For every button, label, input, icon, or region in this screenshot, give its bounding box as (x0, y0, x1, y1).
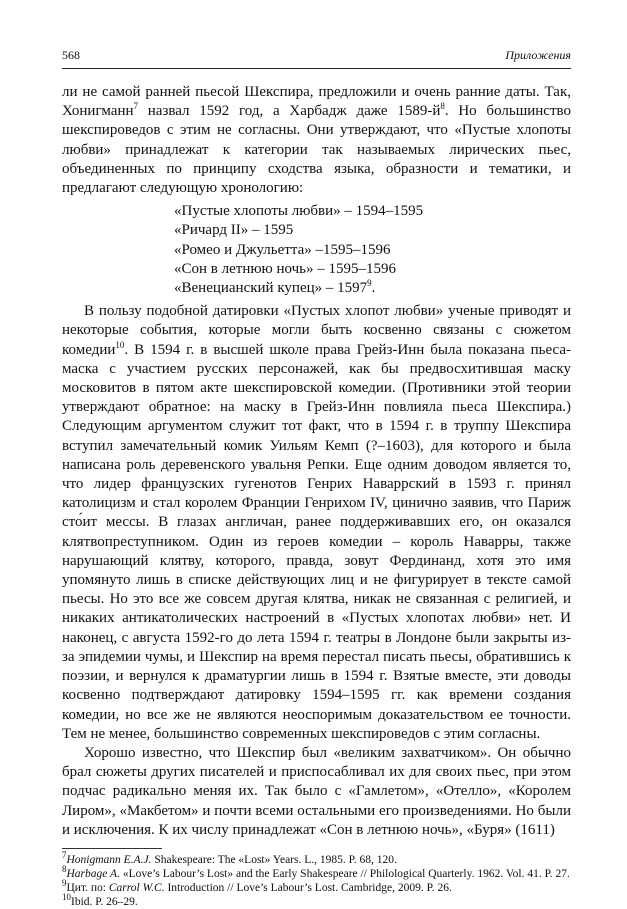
chronology-list (174, 202, 571, 298)
main-text (62, 83, 571, 840)
footnote-ref-7: 7 (133, 101, 138, 112)
footnote-ref-10: 10 (115, 339, 125, 350)
running-header (62, 48, 571, 66)
book-page (62, 48, 571, 909)
footnote-separator (62, 848, 162, 849)
footnotes (62, 850, 571, 909)
chronology-item: «Ричард II» – 1595 (174, 222, 294, 239)
paragraph-1: ли не самой ранней пьесой Шекспира, предложили и очень ранние даты. Так, Хонигманн$^7$ назвал 1592 год, а Харбадж даже $1589-й^8$. Но большинство шекспироведов с этим не согласны. Они утверждают, что «Пустые хлопоты любви» принадлежат к категории так называемых лирических пьес, объединенных по принципу сходства языка, образности и тематики, и предлагают следующую хронологию: (62, 84, 571, 197)
footnote-ref-9: 9 (367, 278, 372, 289)
chronology-item: «Сон в летнюю ночь» – 1595–1596 (174, 260, 397, 277)
footnote-7: $^7$Honigmann E.A.J. Shakespeare: The «Lost» Years. L., 1985. P. 68, 120. (62, 850, 397, 866)
header-rule (62, 68, 571, 69)
page-number: 568 (62, 48, 80, 62)
footnote-10: $^{10}$Ibid. P. 26–29. (62, 892, 138, 908)
footnote-9: $^9$Цит. по: Carrol W.C. Introduction // Love’s Labour’s Lost. Cambridge, 2009. P. 26. (62, 878, 452, 894)
chronology-item: «Венецианский купец» – 1597$^9$. (174, 278, 376, 297)
chronology-item: «Ромео и Джульетта» –1595–1596 (174, 241, 391, 258)
section-title: Приложения (505, 48, 571, 62)
paragraph-2: В пользу подобной датировки «Пустых хлопот любви» ученые приводят и некоторые события, которые могли быть косвенно связаны с сюжетом комедии$^{10}$. В 1594 г. в высшей школе права Грейз-Инн была показана пьеса-маска с участием русских персонажей, как бы предвосхитившая маску московитов в пятом акте шекспировской комедии. (Противники этой теории утверждают обратное: на маску в Грейз-Инн повлияла пьеса Шекспира.) Следующим аргументом служит тот факт, что в 1594 г. в труппу Шекспира вступил замечательный комик Уильям Кемп (?–1603), для которого и была написана роль деревенского увальня Репки. Еще одним доводом является то, что лидер французских гугенотов Генрих Наваррский в 1593 г. принял католицизм и стал королем Франции Генрихом IV, цинично заявив, что Париж сто́ит мессы. В глазах англичан, ранее поддерживавших его, он оказался клятвопреступником. Один из героев комедии – король Наварры, также нарушающий клятву, которого, правда, зовут Фердинанд, хотя это имя упомянуто лишь в списке действующих лиц и не фигурирует в тексте самой пьесы. Но это все же совсем другая клятва, никак не связанная с религией, и никаких антикатолических настроений в «Пустых хлопотах любви» нет. И наконец, с августа 1592-го до лета 1594 г. театры в Лондоне были закрыты из-за эпидемии чумы, и Шекспир на время перестал писать пьесы, обратившись к поэзии, и вернулся к драматургии лишь в 1594 г. Взятые вместе, эти доводы косвенно подтверждают датировку 1594–1595 гг. как времени создания комедии, но все же не являются неоспоримым доказательством ее точности. Тем не менее, большинство современных шекспироведов с этим согласны. (62, 303, 571, 742)
paragraph-3: Хорошо известно, что Шекспир был «великим захватчиком». Он обычно брал сюжеты других писателей и приспосабливал их для своих пьес, при этом подчас радикально меняя их. Так было с «Гамлетом», «Отелло», «Королем Лиром», «Макбетом» и почти всеми остальными его произведениями. Но были и исключения. К их числу принадлежат «Сон в летнюю ночь», «Буря» (1611) (62, 744, 571, 838)
chronology-item: «Пустые хлопоты любви» – 1594–1595 (174, 203, 424, 220)
footnote-ref-8: 8 (440, 101, 445, 112)
footnote-8: $^8$Harbage A. «Love’s Labour’s Lost» and the Early Shakespeare // Philological Quarterly. 1962. Vol. 41. P. 27. (62, 864, 570, 880)
